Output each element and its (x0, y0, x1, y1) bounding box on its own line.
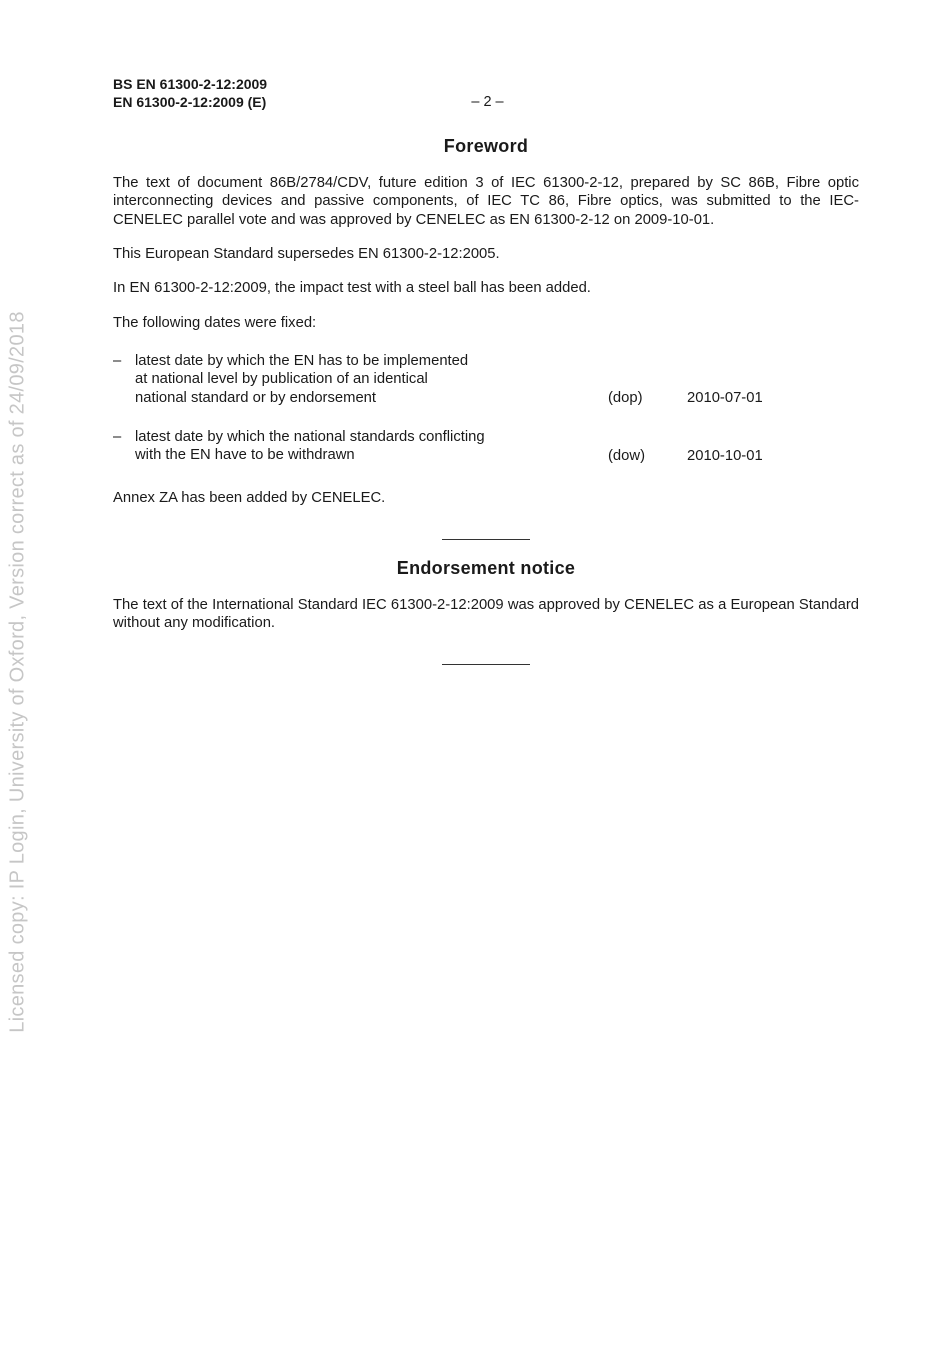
date-item-dow (113, 428, 859, 466)
foreword-title: Foreword (443, 136, 529, 156)
foreword-paragraph-3: In EN 61300-2-12:2009, the impact test with a steel ball has been added. (113, 280, 591, 296)
end-divider (442, 664, 530, 665)
en-standard-id: EN 61300-2-12:2009 (E) (113, 94, 267, 110)
endorsement-text: The text of the International Standard IEC 61300-2-12:2009 was approved by CENELEC as a European Standard without any modification. (113, 597, 859, 632)
section-divider (442, 539, 530, 540)
date-item-description (135, 352, 555, 407)
date-abbreviation: (dow) (608, 448, 645, 464)
list-dash: – (113, 429, 122, 445)
description-line: national standard or by endorsement (135, 389, 377, 406)
date-item-dop (113, 352, 859, 408)
description-line: with the EN have to be withdrawn (135, 447, 355, 464)
foreword-paragraph-4: The following dates were fixed: (113, 315, 317, 331)
page-number: – 2 – (471, 94, 504, 110)
date-abbreviation: (dop) (608, 390, 643, 406)
description-line: at national level by publication of an identical (135, 371, 428, 388)
description-line: latest date by which the EN has to be implemented (135, 353, 469, 369)
list-dash: – (113, 353, 122, 369)
date-item-description (135, 428, 555, 465)
bs-standard-id: BS EN 61300-2-12:2009 (113, 76, 268, 92)
foreword-paragraph-2: This European Standard supersedes EN 61300-2-12:2005. (113, 246, 500, 262)
date-value: 2010-10-01 (687, 448, 763, 464)
license-watermark: Licensed copy: IP Login, University of Oxford, Version correct as of 24/09/2018 (6, 311, 29, 1033)
foreword-paragraph-1: The text of document 86B/2784/CDV, future edition 3 of IEC 61300-2-12, prepared by SC 86B, Fibre optic interconnecting devices and passive components, of IEC TC 86, Fibre optics, was submitted to the IEC-CENELEC parallel vote and was approved by CENELEC as EN 61300-2-12 on 2009-10-01. (113, 175, 859, 228)
endorsement-title: Endorsement notice (396, 558, 576, 578)
date-value: 2010-07-01 (687, 390, 763, 406)
description-line: latest date by which the national standards conflicting (135, 429, 485, 445)
annex-note: Annex ZA has been added by CENELEC. (113, 490, 386, 506)
